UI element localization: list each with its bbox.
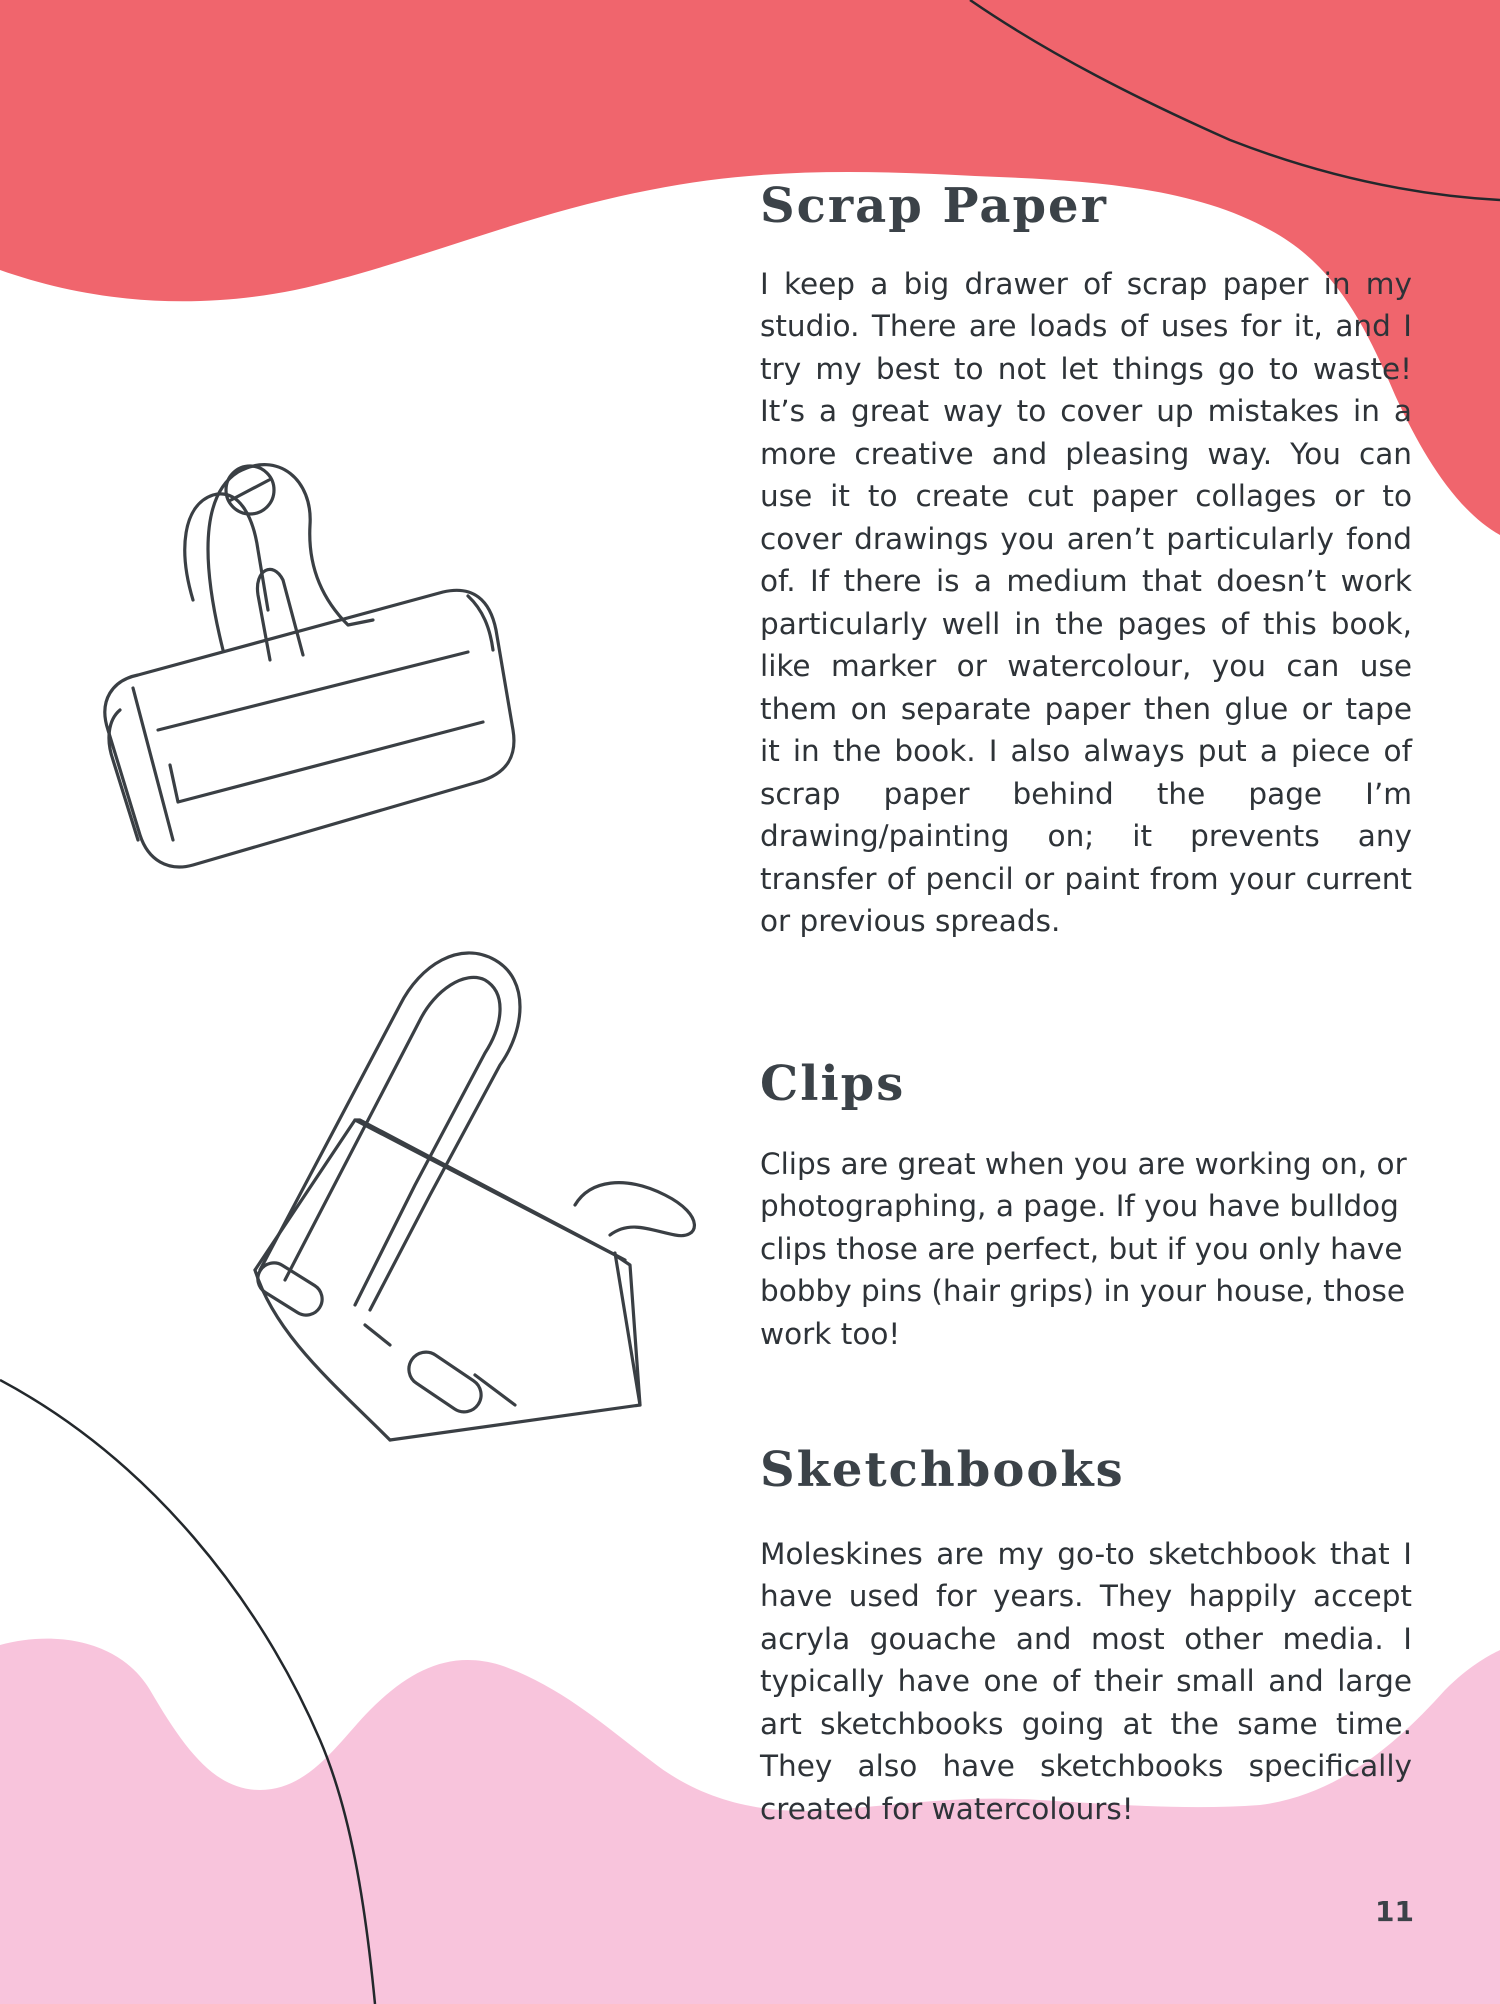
section-body: Moleskines are my go-to sketchbook that I have used for years. They happily accept acryla gouache and most other media. I typically have one of their small and large art sketchbooks going at the same time. They also have sketchbooks specifically created for watercolours! bbox=[760, 1536, 1412, 1826]
section-body: I keep a big drawer of scrap paper in my studio. There are loads of uses for it, and I try my best to not let things go to waste! It’s a great way to cover up mistakes in a more creative and pleasing way. You can use it to create cut paper collages or to cover drawings you aren’t particularly fond of. If there is a medium that doesn’t work particularly well in the pages of this book, like marker or watercolour, you can use them on separate paper then glue or tape it in the book. I also always put a piece of scrap paper behind the page I’m drawing/painting on; it prevents any transfer of pencil or paint from your current or previous spreads. bbox=[760, 266, 1412, 939]
section-heading: Clips bbox=[760, 1056, 906, 1112]
bulldog-clip-icon bbox=[78, 420, 518, 880]
section-heading: Sketchbooks bbox=[760, 1442, 1125, 1498]
section-clips bbox=[760, 1058, 1412, 1355]
page-number: 11 bbox=[1375, 1895, 1414, 1928]
section-body: Clips are great when you are working on, or photographing, a page. If you have bulldog clips those are perfect, but if you only have bobby pins (hair grips) in your house, those work too! bbox=[760, 1146, 1407, 1351]
binder-clip-icon bbox=[245, 935, 705, 1455]
section-sketchbooks bbox=[760, 1444, 1412, 1830]
section-heading: Scrap Paper bbox=[760, 178, 1108, 234]
section-scrap-paper bbox=[760, 180, 1412, 943]
